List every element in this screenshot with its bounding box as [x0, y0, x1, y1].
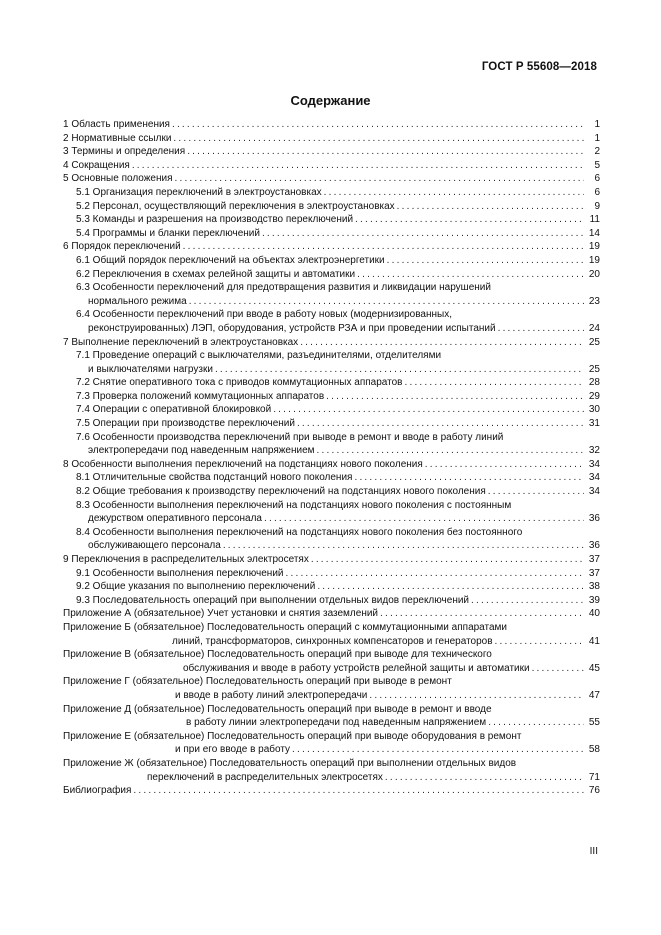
- leader-dots: [317, 444, 584, 458]
- toc-entry-page: 55: [588, 717, 600, 729]
- toc-entry[interactable]: [63, 553, 600, 567]
- toc-entry-page: 45: [588, 662, 600, 674]
- leader-dots: [183, 240, 584, 254]
- toc-entry[interactable]: [63, 227, 600, 241]
- leader-dots: [488, 485, 584, 499]
- leader-dots: [355, 213, 584, 227]
- leader-dots: [223, 539, 584, 553]
- leader-dots: [132, 159, 584, 173]
- toc-entry-page: 76: [588, 785, 600, 797]
- toc-entry-page: 71: [588, 771, 600, 783]
- toc-entry-title: Приложение А (обязательное) Учет установки и снятия заземлений: [63, 608, 379, 620]
- leader-dots: [498, 322, 584, 336]
- toc-entry-title-cont: и при его вводе в работу: [175, 744, 291, 756]
- toc-entry-title: 8 Особенности выполнения переключений на подстанциях нового поколения: [63, 458, 423, 470]
- toc-entry-title: Приложение Ж (обязательное) Последовательность операций при выполнении отдельных видов: [63, 757, 517, 769]
- toc-entry-title: 9.1 Особенности выполнения переключений: [76, 567, 284, 579]
- toc-entry-page: 31: [588, 418, 600, 430]
- toc-entry-title: 5.4 Программы и бланки переключений: [76, 227, 260, 239]
- toc-entry[interactable]: [63, 471, 600, 485]
- toc-entry-page: 2: [594, 146, 600, 158]
- toc-entry-page: 11: [589, 214, 600, 226]
- page-title: Содержание: [290, 93, 371, 108]
- leader-dots: [387, 254, 584, 268]
- leader-dots: [300, 336, 584, 350]
- toc-entry[interactable]: [63, 730, 600, 757]
- toc-entry-page: 19: [588, 241, 600, 253]
- leader-dots: [404, 376, 584, 390]
- toc-entry-title: 2 Нормативные ссылки: [63, 132, 172, 144]
- toc-entry-title: 7.5 Операции при производстве переключений: [76, 418, 295, 430]
- leader-dots: [495, 635, 584, 649]
- toc-entry[interactable]: [63, 254, 600, 268]
- toc-entry-page: 36: [588, 540, 600, 552]
- toc-entry[interactable]: [63, 268, 600, 282]
- toc-entry[interactable]: [63, 159, 600, 173]
- leader-dots: [292, 743, 584, 757]
- toc-entry-title: 7.6 Особенности производства переключений при выводе в ремонт и вводе в работу линий: [76, 431, 504, 443]
- toc-entry-title: Приложение Е (обязательное) Последовательность операций при выводе оборудования в ремонт: [63, 730, 522, 742]
- toc-entry-title: 9.2 Общие указания по выполнению переключений: [76, 581, 316, 593]
- toc-entry[interactable]: [63, 485, 600, 499]
- toc-entry-title: 6.2 Переключения в схемах релейной защиты и автоматики: [76, 268, 356, 280]
- leader-dots: [471, 594, 584, 608]
- toc-entry-title-cont: нормального режима: [88, 295, 187, 307]
- leader-dots: [187, 145, 584, 159]
- toc-entry-page: 25: [588, 363, 600, 375]
- leader-dots: [311, 553, 584, 567]
- toc-entry[interactable]: [63, 390, 600, 404]
- toc-entry-page: 28: [588, 377, 600, 389]
- toc-entry-page: 32: [588, 445, 600, 457]
- toc-entry-page: 20: [588, 268, 600, 280]
- leader-dots: [385, 771, 584, 785]
- toc-entry-page: 6: [594, 173, 600, 185]
- toc-entry-title-cont: обслуживания и вводе в работу устройств релейной защиты и автоматики: [183, 662, 530, 674]
- toc-entry-title-cont: обслуживающего персонала: [88, 540, 221, 552]
- toc-entry[interactable]: [63, 567, 600, 581]
- toc-entry[interactable]: [63, 431, 600, 458]
- toc-entry-title: 9.3 Последовательность операций при выполнении отдельных видов переключений: [76, 594, 470, 606]
- toc-entry-page: 38: [588, 581, 600, 593]
- page-number: III: [589, 846, 598, 857]
- toc-entry-title: Библиография: [63, 785, 132, 797]
- toc-entry[interactable]: [63, 240, 600, 254]
- toc-entry-page: 47: [588, 689, 600, 701]
- leader-dots: [425, 458, 584, 472]
- toc-entry-title: 7 Выполнение переключений в электроустановках: [63, 336, 299, 348]
- document-code: ГОСТ Р 55608—2018: [481, 61, 597, 73]
- toc-entry-title-cont: электропередачи под наведенным напряжением: [88, 445, 315, 457]
- toc-entry[interactable]: [63, 607, 600, 621]
- toc-entry-page: 24: [588, 322, 600, 334]
- toc-entry[interactable]: [63, 580, 600, 594]
- toc-entry-title: 6.4 Особенности переключений при вводе в работу новых (модернизированных,: [76, 309, 452, 321]
- toc-entry[interactable]: [63, 594, 600, 608]
- toc-entry-title-cont: переключений в распределительных электросетях: [147, 771, 383, 783]
- toc-entry[interactable]: [63, 499, 600, 526]
- toc-entry-title-cont: и выключателями нагрузки: [88, 363, 213, 375]
- leader-dots: [297, 417, 584, 431]
- toc-entry-page: 34: [588, 472, 600, 484]
- toc-entry[interactable]: [63, 526, 600, 553]
- toc-entry-title: Приложение В (обязательное) Последовательность операций при выводе для технического: [63, 649, 492, 661]
- leader-dots: [357, 268, 584, 282]
- toc-entry-title-cont: линий, трансформаторов, синхронных компенсаторов и генераторов: [172, 635, 493, 647]
- leader-dots: [326, 390, 584, 404]
- toc-entry-page: 40: [588, 608, 600, 620]
- toc-entry[interactable]: [63, 336, 600, 350]
- toc-entry[interactable]: [63, 213, 600, 227]
- toc-entry-page: 25: [588, 336, 600, 348]
- toc-entry-title: 6 Порядок переключений: [63, 241, 181, 253]
- toc-entry-page: 29: [588, 390, 600, 402]
- toc-entry-title-cont: реконструированных) ЛЭП, оборудования, устройств РЗА и при проведении испытаний: [88, 322, 496, 334]
- toc-entry-title: 5 Основные положения: [63, 173, 173, 185]
- toc-entry-page: 41: [588, 635, 600, 647]
- leader-dots: [189, 295, 584, 309]
- toc-entry[interactable]: [63, 349, 600, 376]
- leader-dots: [273, 403, 584, 417]
- leader-dots: [172, 118, 584, 132]
- toc-entry-title: 8.1 Отличительные свойства подстанций нового поколения: [76, 472, 353, 484]
- toc-entry-title-cont: дежурством оперативного персонала: [88, 513, 262, 525]
- toc-entry-title: 7.4 Операции с оперативной блокировкой: [76, 404, 272, 416]
- toc-entry-page: 34: [588, 486, 600, 498]
- leader-dots: [133, 784, 584, 798]
- toc-entry-title: 7.3 Проверка положений коммутационных аппаратов: [76, 390, 325, 402]
- toc-entry[interactable]: [63, 703, 600, 730]
- table-of-contents: [63, 118, 600, 798]
- toc-entry-title: 5.3 Команды и разрешения на производство переключений: [76, 214, 354, 226]
- leader-dots: [324, 186, 584, 200]
- toc-entry[interactable]: [63, 118, 600, 132]
- toc-entry-page: 23: [588, 295, 600, 307]
- toc-entry-page: 58: [588, 744, 600, 756]
- toc-entry-title: 8.3 Особенности выполнения переключений на подстанциях нового поколения с постоянным: [76, 499, 512, 511]
- toc-entry-title: 1 Область применения: [63, 119, 170, 130]
- toc-entry-page: 30: [588, 404, 600, 416]
- toc-entry-page: 34: [588, 458, 600, 470]
- toc-entry-page: 1: [594, 132, 600, 144]
- toc-entry-title: Приложение Б (обязательное) Последовательность операций с коммутационными аппаратами: [63, 621, 508, 633]
- leader-dots: [173, 132, 584, 146]
- leader-dots: [262, 227, 584, 241]
- leader-dots: [369, 689, 584, 703]
- toc-entry[interactable]: [63, 186, 600, 200]
- toc-entry[interactable]: [63, 784, 600, 798]
- toc-entry-page: 1: [594, 119, 600, 130]
- toc-entry-page: 39: [588, 594, 600, 606]
- toc-entry-title: 8.2 Общие требования к производству переключений на подстанциях нового поколения: [76, 486, 486, 498]
- leader-dots: [317, 580, 584, 594]
- toc-entry[interactable]: [63, 621, 600, 648]
- toc-entry-title-cont: в работу линии электропередачи под наведенным напряжением: [186, 717, 487, 729]
- toc-entry[interactable]: [63, 200, 600, 214]
- leader-dots: [215, 363, 584, 377]
- toc-entry-title: 7.1 Проведение операций с выключателями, разъединителями, отделителями: [76, 350, 442, 362]
- toc-entry-title: 7.2 Снятие оперативного тока с приводов коммутационных аппаратов: [76, 377, 403, 389]
- toc-entry-title: 5.2 Персонал, осуществляющий переключения в электроустановках: [76, 200, 395, 212]
- toc-entry-title: 6.1 Общий порядок переключений на объектах электроэнергетики: [76, 254, 385, 266]
- toc-entry-page: 36: [588, 513, 600, 525]
- toc-entry[interactable]: [63, 648, 600, 675]
- toc-entry[interactable]: [63, 281, 600, 308]
- toc-entry-title: 9 Переключения в распределительных электросетях: [63, 554, 309, 565]
- leader-dots: [488, 716, 584, 730]
- leader-dots: [397, 200, 584, 214]
- toc-entry[interactable]: [63, 417, 600, 431]
- leader-dots: [175, 172, 585, 186]
- leader-dots: [264, 512, 584, 526]
- leader-dots: [286, 567, 584, 581]
- toc-entry-title: 8.4 Особенности выполнения переключений на подстанциях нового поколения без постоянного: [76, 526, 523, 538]
- toc-entry-page: 5: [594, 159, 600, 171]
- toc-entry-title-cont: и вводе в работу линий электропередачи: [175, 689, 368, 701]
- toc-entry-page: 9: [594, 200, 600, 212]
- toc-entry-page: 37: [588, 567, 600, 579]
- toc-entry-title: 6.3 Особенности переключений для предотвращения развития и ликвидации нарушений: [76, 282, 491, 294]
- toc-entry[interactable]: [63, 172, 600, 186]
- toc-entry[interactable]: [63, 458, 600, 472]
- toc-entry[interactable]: [63, 145, 600, 159]
- leader-dots: [532, 662, 584, 676]
- toc-entry-title: 3 Термины и определения: [63, 146, 186, 158]
- toc-entry-page: 6: [594, 186, 600, 198]
- toc-entry[interactable]: [63, 757, 600, 784]
- toc-entry-title: 4 Сокращения: [63, 159, 130, 171]
- toc-entry[interactable]: [63, 132, 600, 146]
- toc-entry-page: 14: [588, 227, 600, 239]
- toc-entry[interactable]: [63, 308, 600, 335]
- toc-entry[interactable]: [63, 675, 600, 702]
- leader-dots: [354, 471, 584, 485]
- toc-entry-title: 5.1 Организация переключений в электроустановках: [76, 186, 322, 198]
- leader-dots: [380, 607, 584, 621]
- toc-entry[interactable]: [63, 376, 600, 390]
- toc-entry-title: Приложение Д (обязательное) Последовательность операций при выводе в ремонт и вводе: [63, 703, 492, 715]
- toc-entry-title: Приложение Г (обязательное) Последовательность операций при выводе в ремонт: [63, 676, 452, 688]
- toc-entry-page: 19: [588, 254, 600, 266]
- toc-entry-page: 37: [588, 554, 600, 565]
- toc-entry[interactable]: [63, 403, 600, 417]
